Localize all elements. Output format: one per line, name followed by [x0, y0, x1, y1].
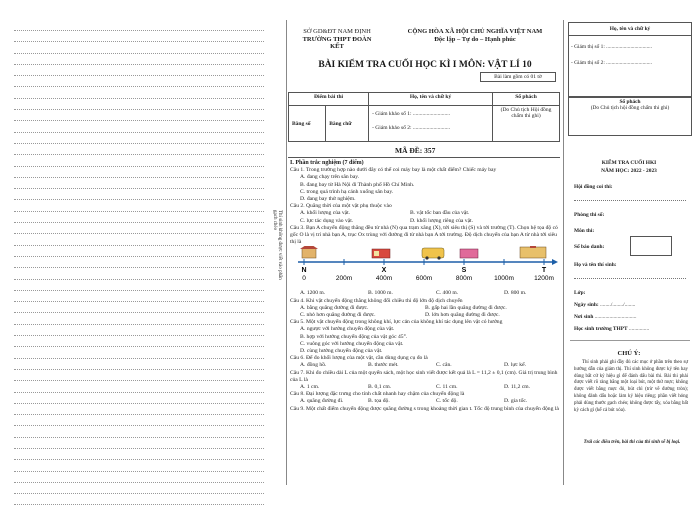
field-name: Họ và tên thí sinh: [574, 262, 617, 268]
answer-line [14, 166, 264, 167]
proctor-box [568, 22, 692, 98]
field-dob: Ngày sinh: ......../......../........ [574, 302, 636, 308]
dept-name: SỞ GD&ĐT NAM ĐỊNH [303, 28, 371, 35]
code-box [568, 96, 692, 136]
question-4: Câu 4. Khi vật chuyển động thẳng không đổi chiều thì độ lớn độ dịch chuyển [290, 297, 463, 304]
answer-line [14, 109, 264, 110]
answer-line [14, 154, 264, 155]
answer-line [14, 120, 264, 121]
answer-line [14, 245, 264, 246]
answer: B. gấp hai lần quãng đường đi được. [425, 304, 507, 311]
question-5: Câu 5. Một vật chuyển động trong không khí, lực cản của không khí tác dụng lên vật có hướng [290, 319, 503, 326]
answer-line [14, 199, 264, 200]
question-3: Câu 3. Bạn A chuyển động thẳng đều từ nhà (N) qua trạm xăng (X), tới siêu thị (S) và tới trường (T). Chọn hệ tọa độ có gốc O là vị trí nhà bạn A, trục Ox trùng với đường đi từ nhà bạn A tới trường. Độ dịch chuyển của bạn A từ nhà tới siêu thị là [290, 224, 558, 246]
answer-line [14, 132, 264, 133]
answer-line [14, 177, 264, 178]
answer-row [290, 210, 560, 217]
school-icon [520, 246, 546, 258]
answer-line [14, 414, 264, 415]
answer-line [14, 493, 264, 494]
road-diagram [290, 246, 558, 290]
supermarket-icon [460, 249, 478, 258]
school-name: TRƯỜNG THPT ĐOÀN KẾT [302, 36, 372, 50]
by-word: Bằng chữ [326, 106, 369, 142]
examiner1: - Giám khảo số 1: ........................... [372, 111, 450, 117]
answer: C. lực tác dụng vào vật. [300, 217, 354, 224]
answer: D. lớn hơn quãng đường đi được. [425, 312, 500, 319]
answer-line [14, 211, 264, 212]
pages-note: Bài làm gồm có 01 tờ [480, 72, 556, 82]
answer: C. trong quá trình hạ cánh xuống sân bay. [300, 188, 394, 195]
note-body: Thí sinh phải ghi đầy đủ các mục ở phần trên theo sự hướng dẫn của giám thị. Thí sinh không được ký tên hay dùng bất cứ ký hiệu gì để đánh dấu bài thi. Bài thi phải được viết rõ ràng bằng một loại bút, một thứ mực; không được viết bằng mực đỏ, bút chì (trừ vẽ đường tròn); không đánh dấu hoặc làm ký hiệu riêng; phần viết hỏng phải dùng thước gạch chéo; không được tẩy, xóa bằng bất kỳ cách gì (kể cả bút xóa). [574, 360, 688, 413]
answer-line [14, 437, 264, 438]
answer-line [14, 448, 264, 449]
question-6: Câu 6. Để đo khối lượng của một vật, cần dùng dụng cụ đo là [290, 355, 428, 362]
tick-label: 200m [335, 275, 353, 283]
answer-line [14, 380, 264, 381]
answer: C. 11 cm. [436, 384, 458, 391]
answer: B. 1000 m. [368, 290, 393, 297]
answer: B. tọa độ. [368, 398, 390, 405]
vertical-note: Thí sinh không được viết vào phần gạch chéo [272, 210, 282, 280]
answer-line [14, 425, 264, 426]
answer-line [14, 301, 264, 302]
examiner2: - Giám khảo số 2: ........................... [372, 125, 450, 131]
col-examiners: Họ, tên và chữ ký [369, 93, 493, 106]
answer-line [14, 459, 264, 460]
score-table [288, 92, 560, 142]
house-icon [300, 246, 318, 258]
answer-line [14, 335, 264, 336]
answer-line [14, 143, 264, 144]
answer: A. 1200 m. [300, 290, 326, 297]
location-label: T [541, 267, 547, 275]
answer: C. cân. [436, 362, 452, 369]
col-code: Số phách [493, 93, 560, 106]
question-9: Câu 9. Một chất điểm chuyển động được quãng đường s trong khoảng thời gian t. Tốc độ trung bình của chuyển động là [290, 405, 559, 412]
answer: B. hợp với hướng chuyển động của vật góc 45°. [300, 333, 408, 340]
answer-row [290, 398, 560, 405]
proctor2: - Giám thị số 2: .................................. [571, 60, 653, 66]
question-1: Câu 1. Trong trường hợp nào dưới đây có thể coi máy bay là một chất điểm? Chiếc máy bay [290, 167, 497, 174]
answer: D. 11,2 cm. [504, 384, 531, 391]
divider [288, 157, 560, 158]
answer: B. thước mét. [368, 362, 399, 369]
proctor-title: Họ, tên và chữ ký [569, 23, 691, 36]
margin-line-left [286, 20, 287, 485]
answer-row [290, 290, 560, 297]
code-note: (Do Chủ tịch Hội đồng chấm thi ghi) [493, 106, 560, 142]
note-end: Trái các điều trên, bài thi của thí sinh sẽ bị loại. [583, 440, 681, 445]
field-sbd: Số báo danh: [574, 244, 605, 250]
location-label: N [301, 267, 307, 275]
answer-line [14, 403, 264, 404]
field-class: Lớp: [574, 290, 586, 296]
answer-line [14, 267, 264, 268]
answer-line [14, 64, 264, 65]
answer: B. đang bay từ Hà Nội đi Thành phố Hồ Chí Minh. [300, 181, 415, 188]
answer-line [14, 346, 264, 347]
note-title: CHÚ Ý: [617, 350, 641, 357]
exam-name: KIỂM TRA CUỐI HKI [601, 160, 657, 166]
answer-line [14, 188, 264, 189]
code-note-right: (Do Chủ tịch hội đồng chấm thi ghi) [590, 105, 670, 111]
questions-area [290, 160, 560, 413]
field-room: Phòng thi số: [574, 212, 605, 218]
question-2: Câu 2. Quãng thời của một vật phụ thuộc vào [290, 203, 392, 210]
question-7: Câu 7. Khi đo chiều dài L của một quyển sách, một học sinh viết được kết quả là L = 11,2 ± 0,1 (cm). Giá trị trung bình của L là [290, 369, 558, 383]
exam-code: MÃ ĐỀ: 357 [395, 146, 436, 155]
answer: D. cùng hướng chuyển động của vật. [300, 348, 383, 355]
col-score: Điểm bài thi [289, 93, 369, 106]
answer-line [14, 290, 264, 291]
answer: D. khối lượng riêng của vật. [410, 217, 474, 224]
answer: B. vật tốc ban đầu của vật. [410, 210, 470, 217]
answer: A. bằng quãng đường đi được. [300, 304, 369, 311]
answer-line [14, 324, 264, 325]
location-label: S [461, 267, 467, 275]
exam-title: BÀI KIỂM TRA CUỐI HỌC KÌ I MÔN: VẬT LÍ 10 [318, 60, 532, 70]
bus-icon [422, 248, 444, 260]
answer: A. đang chạy trên sân bay. [300, 174, 360, 181]
answer: A. ngược với hướng chuyển động của vật. [300, 326, 395, 333]
answer-line [14, 369, 264, 370]
answer: C. nhỏ hơn quãng đường đi được. [300, 312, 376, 319]
answer: A. đồng hồ. [300, 362, 327, 369]
answer-line [14, 86, 264, 87]
answer: B. 0,1 cm. [368, 384, 392, 391]
answer-row [290, 305, 560, 312]
location-label: X [381, 267, 387, 275]
tick-label: 1200m [534, 275, 554, 283]
field-subject: Môn thi: [574, 228, 595, 234]
axis-arrow [552, 259, 558, 265]
answer-line [14, 471, 264, 472]
republic-name: CỘNG HÒA XÃ HỘI CHỦ NGHĨA VIỆT NAM [407, 28, 543, 35]
answer-line [14, 233, 264, 234]
answer-line [14, 41, 264, 42]
gas-station-icon [372, 249, 390, 258]
answer-line [14, 279, 264, 280]
answer-line [14, 53, 264, 54]
answer-line [14, 312, 264, 313]
answer: C. tốc độ. [436, 398, 458, 405]
exam-year: NĂM HỌC: 2022 - 2023 [601, 168, 657, 174]
answer-line [14, 222, 264, 223]
answer: D. 800 m. [504, 290, 527, 297]
answer: D. lực kế. [504, 362, 526, 369]
answer-line [14, 98, 264, 99]
answer: A. quãng đường đi. [300, 398, 344, 405]
margin-line-right [563, 20, 564, 485]
by-number: Bằng số [289, 106, 326, 142]
tick-label: 400m [375, 275, 393, 283]
field-council: Hội đồng coi thi: [574, 184, 613, 190]
answer-lines-area [14, 30, 264, 485]
code-title: Số phách [619, 99, 641, 105]
answer: D. đang bay thử nghiệm. [300, 196, 356, 203]
sbd-box[interactable] [630, 236, 672, 256]
tick-label: 800m [455, 275, 473, 283]
answer-line [14, 75, 264, 76]
answer-line [14, 358, 264, 359]
answer-line [14, 30, 264, 31]
answer-line [14, 392, 264, 393]
answer: C. vuông góc với hướng chuyển động của vật. [300, 340, 404, 347]
field-birthplace: Nơi sinh ............................... [574, 314, 637, 320]
answer: C. 400 m. [436, 290, 459, 297]
tick-label: 600m [415, 275, 433, 283]
question-8: Câu 8. Đại lượng đặc trưng cho tính chất nhanh hay chậm của chuyển động là [290, 391, 465, 398]
answer-row [290, 362, 560, 369]
answer-line [14, 482, 264, 483]
tick-label: 1000m [494, 275, 514, 283]
field-school: Học sinh trường THPT ............... [574, 326, 650, 332]
answer-row [290, 218, 560, 225]
answer: A. 1 cm. [300, 384, 320, 391]
answer: D. gia tốc. [504, 398, 528, 405]
proctor1: - Giám thị số 1: .................................. [571, 44, 653, 50]
section-title: I. Phần trắc nghiệm (7 điểm) [290, 160, 364, 166]
answer-line [14, 256, 264, 257]
tick-label: 0 [302, 275, 306, 283]
answer: A. khối lượng của vật. [300, 210, 351, 217]
motto: Độc lập – Tự do – Hạnh phúc [434, 36, 516, 43]
